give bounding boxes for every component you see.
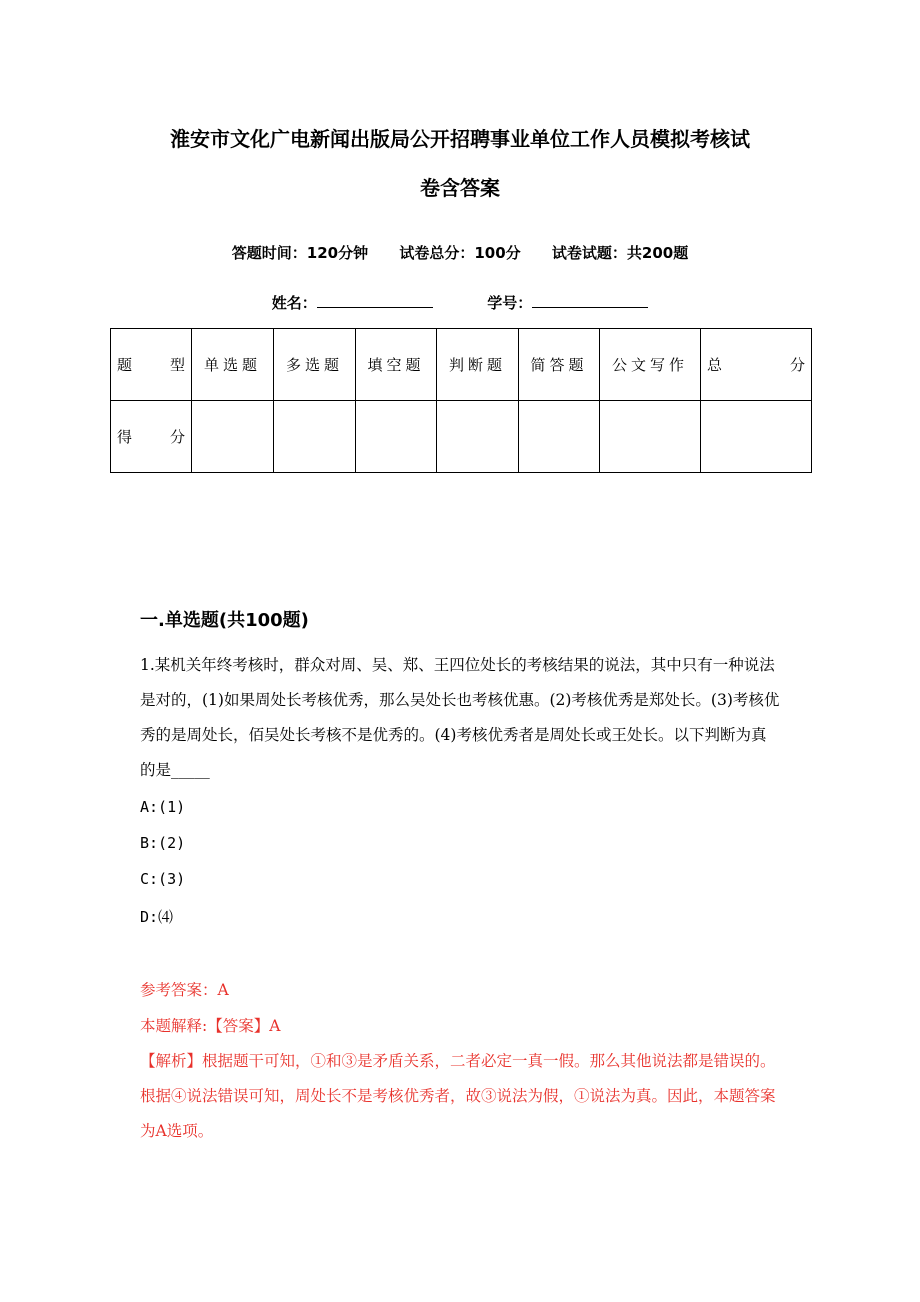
name-blank [317, 293, 433, 308]
option-d: D:⑷ [140, 908, 174, 926]
id-label: 学号： [487, 294, 533, 312]
score-table [110, 328, 812, 473]
document-title-line2: 卷含答案 [420, 176, 500, 200]
header-single-choice: 单选题 [192, 329, 274, 401]
option-c: C:(3) [140, 870, 186, 888]
row-label-score: 得分 [111, 401, 192, 473]
name-id-row [100, 292, 820, 313]
name-label: 姓名： [271, 294, 317, 312]
score-cell [437, 401, 519, 473]
reference-answer: 参考答案：A [140, 981, 229, 999]
option-b: B:(2) [140, 834, 186, 852]
score-cell [274, 401, 356, 473]
section-title: 一.单选题(共100题) [140, 610, 309, 631]
score-table-header-row [111, 329, 812, 401]
header-total: 总分 [701, 329, 812, 401]
score-cell [600, 401, 701, 473]
id-blank [532, 293, 648, 308]
header-true-false: 判断题 [437, 329, 519, 401]
exam-meta [100, 242, 820, 263]
exam-time: 答题时间：120分钟 [231, 244, 369, 262]
score-cell [356, 401, 437, 473]
score-table-score-row [111, 401, 812, 473]
answer-analysis: 【解析】根据题干可知，①和③是矛盾关系，二者必定一真一假。那么其他说法都是错误的。根据④说法错误可知，周处长不是考核优秀者，故③说法为假，①说法为真。因此，本题答案为A选项。 [140, 1052, 776, 1140]
header-official-writing: 公文写作 [600, 329, 701, 401]
exam-total-score: 试卷总分：100分 [399, 244, 521, 262]
score-cell [519, 401, 600, 473]
option-a: A:(1) [140, 798, 186, 816]
header-short-answer: 简答题 [519, 329, 600, 401]
header-fill-blank: 填空题 [356, 329, 437, 401]
score-cell [701, 401, 812, 473]
header-type: 题型 [111, 329, 192, 401]
question-text: 1.某机关年终考核时，群众对周、吴、郑、王四位处长的考核结果的说法，其中只有一种说法是对的，(1)如果周处长考核优秀，那么吴处长也考核优惠。(2)考核优秀是郑处长。(3)考核优秀的是周处长，佰吴处长考核不是优秀的。(4)考核优秀者是周处长或王处长。以下判断为真的是_____ [140, 656, 780, 779]
document-title-line1: 淮安市文化广电新闻出版局公开招聘事业单位工作人员模拟考核试 [170, 127, 750, 151]
score-cell [192, 401, 274, 473]
answer-explanation-label: 本题解释:【答案】A [140, 1017, 281, 1035]
header-multi-choice: 多选题 [274, 329, 356, 401]
exam-question-count: 试卷试题：共200题 [551, 244, 689, 262]
